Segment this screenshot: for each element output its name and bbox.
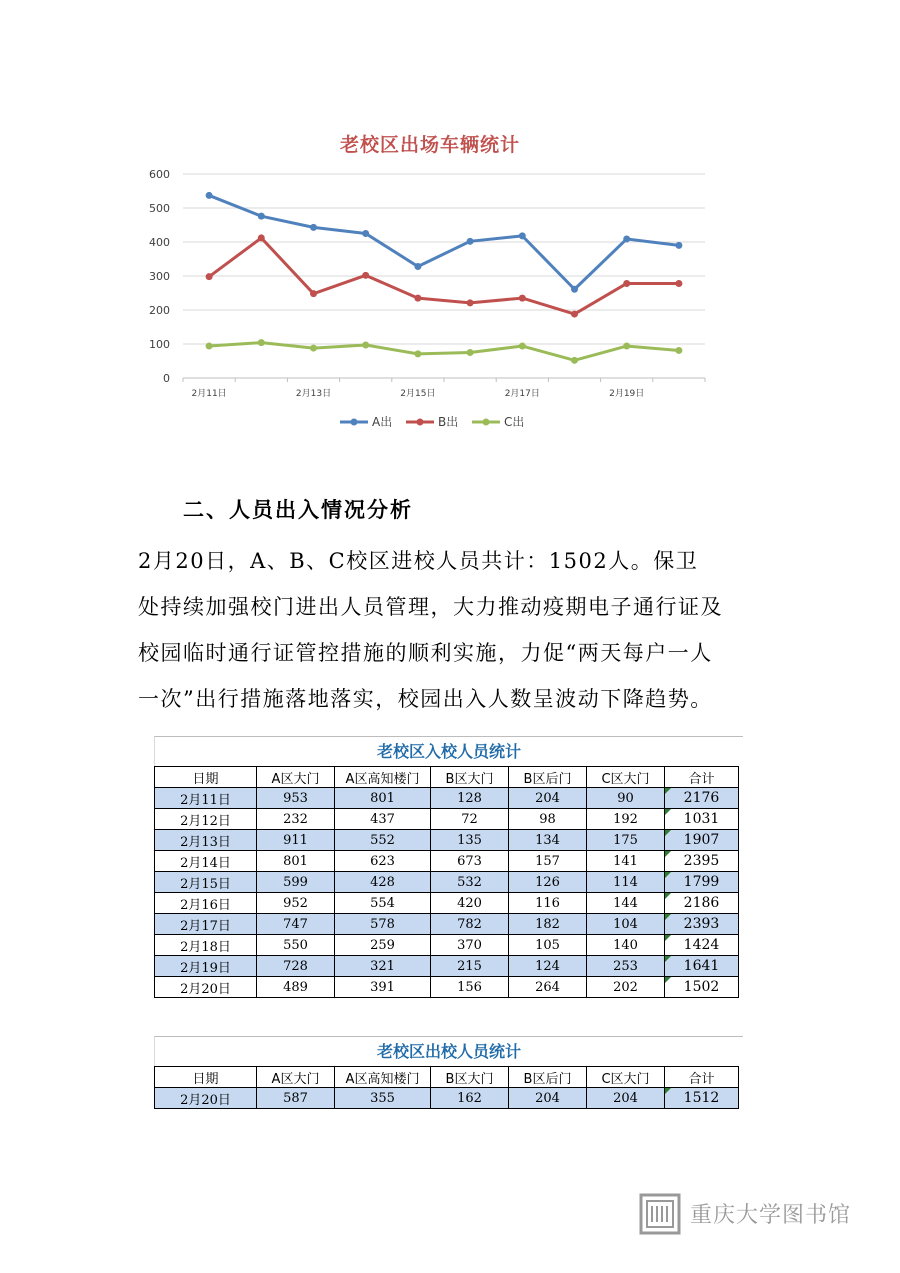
column-header: A区高知楼门 (335, 767, 431, 788)
total-cell: 1799 (665, 872, 739, 893)
table-row (155, 935, 739, 956)
column-header: 日期 (155, 1067, 257, 1088)
data-point (623, 235, 630, 242)
legend-marker (483, 419, 490, 426)
data-point (623, 280, 630, 287)
table-row (155, 893, 739, 914)
y-tick-label: 600 (149, 168, 170, 181)
data-point (623, 343, 630, 350)
value-cell: 253 (587, 956, 665, 977)
column-header: B区大门 (431, 767, 509, 788)
logo-text: 重庆大学图书馆 (690, 1203, 852, 1228)
value-cell: 623 (335, 851, 431, 872)
value-cell: 124 (509, 956, 587, 977)
data-point (362, 230, 369, 237)
entry-table-box (154, 736, 743, 998)
x-tick-label: 2月15日 (400, 389, 436, 399)
value-cell: 157 (509, 851, 587, 872)
value-cell: 911 (257, 830, 335, 851)
total-cell: 1641 (665, 956, 739, 977)
value-cell: 104 (587, 914, 665, 935)
data-point (571, 311, 578, 318)
library-seal-icon (638, 1192, 682, 1236)
total-cell: 2176 (665, 788, 739, 809)
value-cell: 98 (509, 809, 587, 830)
value-cell: 126 (509, 872, 587, 893)
total-cell: 2186 (665, 893, 739, 914)
value-cell: 550 (257, 935, 335, 956)
value-cell: 202 (587, 977, 665, 998)
entry-table-title: 老校区入校人员统计 (154, 736, 743, 766)
value-cell: 116 (509, 893, 587, 914)
chart-title: 老校区出场车辆统计 (339, 134, 520, 156)
data-point (675, 242, 682, 249)
column-header: B区后门 (509, 767, 587, 788)
value-cell: 135 (431, 830, 509, 851)
value-cell: 391 (335, 977, 431, 998)
column-header: B区大门 (431, 1067, 509, 1088)
table-header-row (155, 767, 739, 788)
paragraph-line: 2月20日，A、B、C校区进校人员共计：1502人。保卫 (138, 549, 699, 573)
value-cell: 489 (257, 977, 335, 998)
table-row (155, 872, 739, 893)
value-cell: 801 (335, 788, 431, 809)
date-cell: 2月13日 (155, 830, 257, 851)
value-cell: 554 (335, 893, 431, 914)
value-cell: 105 (509, 935, 587, 956)
value-cell: 587 (257, 1088, 335, 1109)
value-cell: 141 (587, 851, 665, 872)
data-point (258, 234, 265, 241)
table-row (155, 788, 739, 809)
date-cell: 2月18日 (155, 935, 257, 956)
data-point (362, 342, 369, 349)
vehicle-exit-chart (140, 122, 720, 442)
exit-table-title: 老校区出校人员统计 (154, 1036, 743, 1066)
data-point (414, 263, 421, 270)
data-point (362, 272, 369, 279)
data-point (206, 343, 213, 350)
data-point (258, 339, 265, 346)
value-cell: 114 (587, 872, 665, 893)
line-chart-svg (140, 122, 720, 442)
value-cell: 370 (431, 935, 509, 956)
x-tick-label: 2月17日 (504, 389, 540, 399)
column-header: 日期 (155, 767, 257, 788)
value-cell: 140 (587, 935, 665, 956)
total-cell: 1502 (665, 977, 739, 998)
exit-table (154, 1066, 739, 1109)
data-point (519, 232, 526, 239)
column-header: A区大门 (257, 767, 335, 788)
value-cell: 782 (431, 914, 509, 935)
entry-table (154, 766, 739, 998)
data-point (675, 347, 682, 354)
value-cell: 204 (509, 788, 587, 809)
value-cell: 134 (509, 830, 587, 851)
series-line (209, 343, 679, 361)
y-tick-label: 0 (163, 372, 170, 385)
y-tick-label: 100 (149, 338, 170, 351)
total-cell: 2395 (665, 851, 739, 872)
date-cell: 2月20日 (155, 1088, 257, 1109)
legend-label: B出 (438, 415, 459, 429)
data-point (414, 295, 421, 302)
value-cell: 599 (257, 872, 335, 893)
library-logo (638, 1192, 868, 1236)
column-header: C区大门 (587, 767, 665, 788)
value-cell: 552 (335, 830, 431, 851)
value-cell: 437 (335, 809, 431, 830)
value-cell: 321 (335, 956, 431, 977)
column-header: A区大门 (257, 1067, 335, 1088)
value-cell: 420 (431, 893, 509, 914)
legend-marker (417, 419, 424, 426)
value-cell: 259 (335, 935, 431, 956)
value-cell: 128 (431, 788, 509, 809)
legend-marker (351, 419, 358, 426)
value-cell: 232 (257, 809, 335, 830)
y-tick-label: 400 (149, 236, 170, 249)
value-cell: 156 (431, 977, 509, 998)
table-row (155, 914, 739, 935)
total-cell: 1424 (665, 935, 739, 956)
value-cell: 801 (257, 851, 335, 872)
x-tick-label: 2月19日 (609, 389, 645, 399)
paragraph-line: 一次”出行措施落地落实，校园出入人数呈波动下降趋势。 (138, 687, 713, 711)
value-cell: 578 (335, 914, 431, 935)
data-point (258, 213, 265, 220)
data-point (467, 299, 474, 306)
data-point (310, 345, 317, 352)
data-point (519, 295, 526, 302)
data-point (519, 343, 526, 350)
value-cell: 355 (335, 1088, 431, 1109)
value-cell: 428 (335, 872, 431, 893)
value-cell: 673 (431, 851, 509, 872)
table-row (155, 809, 739, 830)
table-row (155, 956, 739, 977)
value-cell: 264 (509, 977, 587, 998)
value-cell: 72 (431, 809, 509, 830)
date-cell: 2月11日 (155, 788, 257, 809)
column-header: 合计 (665, 767, 739, 788)
data-point (467, 238, 474, 245)
date-cell: 2月19日 (155, 956, 257, 977)
value-cell: 162 (431, 1088, 509, 1109)
column-header: 合计 (665, 1067, 739, 1088)
x-tick-label: 2月11日 (191, 389, 227, 399)
value-cell: 532 (431, 872, 509, 893)
value-cell: 204 (509, 1088, 587, 1109)
data-point (310, 224, 317, 231)
paragraph-line: 校园临时通行证管控措施的顺利实施，力促“两天每户一人 (138, 641, 713, 665)
value-cell: 192 (587, 809, 665, 830)
column-header: B区后门 (509, 1067, 587, 1088)
table-header-row (155, 1067, 739, 1088)
date-cell: 2月14日 (155, 851, 257, 872)
y-tick-label: 200 (149, 304, 170, 317)
data-point (414, 350, 421, 357)
value-cell: 90 (587, 788, 665, 809)
table-row (155, 851, 739, 872)
total-cell: 1907 (665, 830, 739, 851)
value-cell: 204 (587, 1088, 665, 1109)
column-header: A区高知楼门 (335, 1067, 431, 1088)
value-cell: 144 (587, 893, 665, 914)
table-row (155, 830, 739, 851)
data-point (571, 286, 578, 293)
date-cell: 2月15日 (155, 872, 257, 893)
value-cell: 175 (587, 830, 665, 851)
data-point (206, 192, 213, 199)
table-row (155, 1088, 739, 1109)
data-point (206, 273, 213, 280)
value-cell: 182 (509, 914, 587, 935)
total-cell: 1512 (665, 1088, 739, 1109)
value-cell: 747 (257, 914, 335, 935)
y-tick-label: 300 (149, 270, 170, 283)
analysis-paragraph (138, 538, 778, 722)
x-tick-label: 2月13日 (295, 389, 332, 399)
date-cell: 2月17日 (155, 914, 257, 935)
data-point (675, 280, 682, 287)
total-cell: 1031 (665, 809, 739, 830)
total-cell: 2393 (665, 914, 739, 935)
table-row (155, 977, 739, 998)
value-cell: 215 (431, 956, 509, 977)
legend-label: C出 (504, 415, 525, 429)
date-cell: 2月12日 (155, 809, 257, 830)
data-point (310, 290, 317, 297)
y-tick-label: 500 (149, 202, 170, 215)
data-point (571, 357, 578, 364)
date-cell: 2月16日 (155, 893, 257, 914)
paragraph-line: 处持续加强校门进出人员管理，大力推动疫期电子通行证及 (138, 595, 723, 619)
value-cell: 952 (257, 893, 335, 914)
exit-table-box (154, 1036, 743, 1109)
column-header: C区大门 (587, 1067, 665, 1088)
value-cell: 728 (257, 956, 335, 977)
section-heading: 二、人员出入情况分析 (183, 498, 413, 522)
value-cell: 953 (257, 788, 335, 809)
data-point (467, 349, 474, 356)
legend-label: A出 (372, 415, 393, 429)
date-cell: 2月20日 (155, 977, 257, 998)
